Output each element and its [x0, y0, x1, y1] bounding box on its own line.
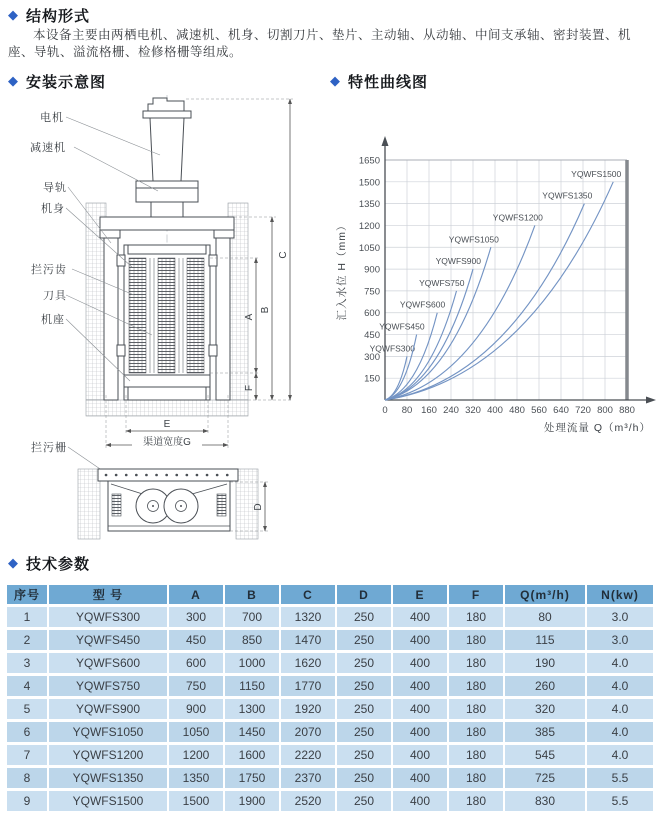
table-cell: 900 — [169, 699, 223, 719]
table-cell: 725 — [505, 768, 585, 788]
table-cell: 4.0 — [587, 699, 653, 719]
table-cell: 400 — [393, 653, 447, 673]
table-cell: 5.5 — [587, 768, 653, 788]
diamond-icon: ◆ — [8, 554, 19, 570]
dim-a-label: A — [244, 313, 255, 321]
dim-g-label: 渠道宽度G — [143, 437, 191, 448]
table-cell: 400 — [393, 607, 447, 627]
header-cell: 序号 — [7, 585, 47, 604]
table-cell: YQWFS600 — [49, 653, 167, 673]
table-cell: 1920 — [281, 699, 335, 719]
dim-c-label: C — [278, 251, 289, 259]
intro-paragraph: 本设备主要由两栖电机、减速机、机身、切割刀片、垫片、主动轴、从动轴、中间支承轴、密封装置、机座、导轨、溢流格栅、检修格栅等组成。 — [8, 28, 632, 59]
table-cell: 8 — [7, 768, 47, 788]
section-title-curves — [330, 71, 428, 92]
table-cell: 450 — [169, 630, 223, 650]
table-cell: 3.0 — [587, 630, 653, 650]
table-cell: 180 — [449, 676, 503, 696]
table-cell: 250 — [337, 630, 391, 650]
table-cell: 400 — [393, 630, 447, 650]
table-cell: 1320 — [281, 607, 335, 627]
table-cell: 7 — [7, 745, 47, 765]
table-cell: 400 — [393, 699, 447, 719]
table-cell: YQWFS1350 — [49, 768, 167, 788]
dim-b-label: B — [260, 306, 271, 314]
header-cell: B — [225, 585, 279, 604]
x-tick-label: 880 — [619, 405, 635, 416]
table-cell: YQWFS1500 — [49, 791, 167, 811]
table-cell: 3 — [7, 653, 47, 673]
curve-label-YQWFS450: YQWFS450 — [379, 321, 425, 332]
y-tick-label: 600 — [364, 308, 380, 320]
table-cell: 250 — [337, 699, 391, 719]
table-cell: 1900 — [225, 791, 279, 811]
x-tick-label: 160 — [421, 405, 437, 416]
y-tick-label: 1350 — [358, 199, 380, 211]
header-cell: N(kw) — [587, 585, 653, 604]
table-row — [7, 676, 653, 696]
table-cell: 6 — [7, 722, 47, 742]
part-label-base: 机座 — [41, 314, 65, 326]
y-tick-label: 450 — [364, 330, 380, 342]
table-cell: 1620 — [281, 653, 335, 673]
table-cell: 260 — [505, 676, 585, 696]
table-row — [7, 722, 653, 742]
part-label-rail: 导轨 — [43, 182, 67, 194]
table-cell: 180 — [449, 630, 503, 650]
table-cell: 250 — [337, 722, 391, 742]
params-table-body — [7, 607, 653, 811]
params-table-head — [7, 585, 653, 604]
x-tick-label: 720 — [575, 405, 591, 416]
curve-label-YQWFS1350: YQWFS1350 — [542, 190, 593, 201]
table-cell: YQWFS450 — [49, 630, 167, 650]
curve-label-YQWFS300: YQWFS300 — [369, 343, 415, 354]
table-cell: 2220 — [281, 745, 335, 765]
part-label-body: 机身 — [41, 203, 65, 215]
header-cell: 型 号 — [49, 585, 167, 604]
part-label-reducer: 减速机 — [30, 142, 66, 154]
dim-e-label: E — [163, 419, 171, 430]
header-cell: A — [169, 585, 223, 604]
header-cell: Q(m³/h) — [505, 585, 585, 604]
table-row — [7, 653, 653, 673]
header-cell: D — [337, 585, 391, 604]
table-cell: 1050 — [169, 722, 223, 742]
table-cell: 250 — [337, 676, 391, 696]
table-cell: 4.0 — [587, 722, 653, 742]
table-cell: 1000 — [225, 653, 279, 673]
header-cell: F — [449, 585, 503, 604]
motor-assembly — [136, 98, 198, 217]
table-cell: YQWFS1050 — [49, 722, 167, 742]
table-cell: 1150 — [225, 676, 279, 696]
x-tick-label: 800 — [597, 405, 613, 416]
y-tick-label: 150 — [364, 373, 380, 385]
table-cell: 1350 — [169, 768, 223, 788]
table-cell: 3.0 — [587, 607, 653, 627]
y-axis-title: 汇入水位 H（mm） — [336, 219, 348, 321]
table-cell: 180 — [449, 607, 503, 627]
table-cell: 600 — [169, 653, 223, 673]
table-cell: 180 — [449, 791, 503, 811]
y-tick-label: 300 — [364, 351, 380, 363]
table-cell: 5 — [7, 699, 47, 719]
y-tick-label: 1650 — [358, 155, 380, 167]
table-cell: 250 — [337, 768, 391, 788]
y-tick-label: 1050 — [358, 242, 380, 254]
x-axis-title: 处理流量 Q（m³/h） — [543, 422, 651, 434]
table-cell: 400 — [393, 768, 447, 788]
table-cell: 4.0 — [587, 653, 653, 673]
part-label-cutter: 刀具 — [43, 290, 67, 302]
table-cell: 1770 — [281, 676, 335, 696]
grinder-drums — [129, 258, 204, 373]
x-tick-label: 240 — [443, 405, 459, 416]
table-cell: 400 — [393, 722, 447, 742]
table-cell: 180 — [449, 745, 503, 765]
section-title-text: 特性曲线图 — [348, 74, 429, 91]
part-label-motor: 电机 — [40, 112, 64, 124]
table-cell: 1450 — [225, 722, 279, 742]
table-cell: 2 — [7, 630, 47, 650]
table-cell: 250 — [337, 607, 391, 627]
table-cell: 4 — [7, 676, 47, 696]
y-axis-arrow — [382, 136, 389, 146]
table-cell: 700 — [225, 607, 279, 627]
table-cell: 1200 — [169, 745, 223, 765]
curve-label-YQWFS1050: YQWFS1050 — [448, 234, 499, 245]
table-cell: 2370 — [281, 768, 335, 788]
table-cell: 400 — [393, 791, 447, 811]
table-cell: 400 — [393, 676, 447, 696]
diamond-icon: ◆ — [8, 72, 19, 88]
table-cell: YQWFS1200 — [49, 745, 167, 765]
x-tick-label: 480 — [509, 405, 525, 416]
table-cell: 1600 — [225, 745, 279, 765]
table-cell: YQWFS750 — [49, 676, 167, 696]
table-cell: 80 — [505, 607, 585, 627]
part-label-teeth: 拦污齿 — [31, 264, 67, 276]
table-cell: 2520 — [281, 791, 335, 811]
table-cell: 250 — [337, 745, 391, 765]
section-title-text: 技术参数 — [26, 556, 91, 573]
table-cell: 830 — [505, 791, 585, 811]
table-cell: 850 — [225, 630, 279, 650]
y-tick-label: 1200 — [358, 220, 380, 232]
x-tick-label: 320 — [465, 405, 481, 416]
curve-label-YQWFS600: YQWFS600 — [399, 299, 446, 310]
table-cell: 1470 — [281, 630, 335, 650]
installation-diagram — [0, 95, 330, 560]
params-table — [5, 582, 655, 814]
table-cell: 4.0 — [587, 676, 653, 696]
x-tick-label: 0 — [382, 405, 388, 416]
table-cell: 1750 — [225, 768, 279, 788]
section-title-install — [8, 71, 106, 92]
x-tick-label: 80 — [401, 405, 413, 416]
table-cell: 545 — [505, 745, 585, 765]
table-cell: 750 — [169, 676, 223, 696]
x-tick-label: 400 — [487, 405, 503, 416]
table-cell: 300 — [169, 607, 223, 627]
section-title-text: 结构形式 — [26, 8, 91, 25]
table-cell: 400 — [393, 745, 447, 765]
table-cell: 320 — [505, 699, 585, 719]
table-cell: 250 — [337, 653, 391, 673]
plan-view — [78, 469, 270, 539]
part-label-trash-rack: 拦污栅 — [31, 442, 67, 454]
table-cell: 190 — [505, 653, 585, 673]
x-axis-arrow — [646, 397, 656, 404]
characteristic-curve-chart — [330, 100, 660, 450]
table-cell: 9 — [7, 791, 47, 811]
header-cell: E — [393, 585, 447, 604]
table-cell: 385 — [505, 722, 585, 742]
table-row — [7, 607, 653, 627]
chart-svg — [330, 100, 660, 450]
table-cell: 1 — [7, 607, 47, 627]
table-cell: 1500 — [169, 791, 223, 811]
installation-diagram-svg — [0, 95, 330, 560]
table-cell: 250 — [337, 791, 391, 811]
table-cell: 1300 — [225, 699, 279, 719]
x-tick-label: 640 — [553, 405, 569, 416]
dim-d-label: D — [253, 503, 264, 511]
table-row — [7, 791, 653, 811]
table-cell: 180 — [449, 768, 503, 788]
section-title-text: 安装示意图 — [26, 74, 107, 91]
table-row — [7, 630, 653, 650]
y-tick-label: 900 — [364, 264, 380, 276]
section-title-params — [8, 553, 90, 574]
curve-label-YQWFS900: YQWFS900 — [435, 256, 481, 267]
table-cell: 5.5 — [587, 791, 653, 811]
table-cell: 180 — [449, 699, 503, 719]
table-cell: YQWFS900 — [49, 699, 167, 719]
curve-label-YQWFS1200: YQWFS1200 — [492, 212, 543, 223]
dim-f-label: F — [244, 384, 255, 392]
table-cell: 180 — [449, 653, 503, 673]
y-tick-label: 750 — [364, 286, 380, 298]
header-cell: C — [281, 585, 335, 604]
table-cell: 2070 — [281, 722, 335, 742]
table-row — [7, 699, 653, 719]
x-tick-label: 560 — [531, 405, 547, 416]
table-cell: 4.0 — [587, 745, 653, 765]
curve-label-YQWFS750: YQWFS750 — [419, 277, 465, 288]
table-cell: 115 — [505, 630, 585, 650]
table-cell: YQWFS300 — [49, 607, 167, 627]
diamond-icon: ◆ — [8, 6, 19, 22]
header-row — [7, 585, 653, 604]
table-row — [7, 745, 653, 765]
table-row — [7, 768, 653, 788]
curve-label-YQWFS1500: YQWFS1500 — [571, 168, 622, 179]
y-tick-label: 1500 — [358, 177, 380, 189]
section-title-structure — [8, 5, 90, 26]
table-cell: 180 — [449, 722, 503, 742]
diamond-icon: ◆ — [330, 72, 341, 88]
